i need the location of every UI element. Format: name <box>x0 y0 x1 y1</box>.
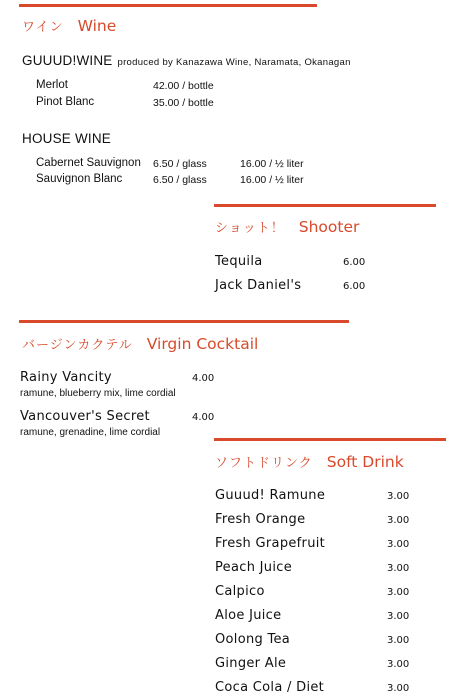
wine-top-rule <box>19 4 317 7</box>
soft-item-name: Ginger Ale <box>215 656 287 671</box>
soft-item-price: 3.00 <box>387 491 410 502</box>
virgin-item-desc: ramune, blueberry mix, lime cordial <box>20 388 176 399</box>
shooter-heading-en: Shooter <box>298 218 360 236</box>
wine-item-price: 35.00 / bottle <box>153 97 214 109</box>
soft-item-price: 3.00 <box>387 563 410 574</box>
house-wine-item-liter: 16.00 / ½ liter <box>240 158 304 170</box>
shooter-item-name: Tequila <box>215 254 263 269</box>
soft-item-name: Calpico <box>215 584 265 599</box>
house-wine-item-liter: 16.00 / ½ liter <box>240 174 304 186</box>
virgin-heading <box>22 334 258 353</box>
virgin-item-desc: ramune, grenadine, lime cordial <box>20 427 161 438</box>
virgin-item-price: 4.00 <box>192 373 215 384</box>
shooter-item-price: 6.00 <box>343 257 366 268</box>
soft-item-name: Peach Juice <box>215 560 292 575</box>
virgin-item-name: Vancouver's Secret <box>20 409 150 424</box>
house-wine-item-glass: 6.50 / glass <box>153 174 207 186</box>
wine-item-price: 42.00 / bottle <box>153 80 214 92</box>
soft-item-price: 3.00 <box>387 539 410 550</box>
soft-item-price: 3.00 <box>387 659 410 670</box>
house-wine-item-name: Sauvignon Blanc <box>36 173 123 185</box>
guuud-wine-producer: produced by Kanazawa Wine, Naramata, Okanagan <box>117 57 351 68</box>
shooter-item-price: 6.00 <box>343 281 366 292</box>
soft-top-rule <box>214 438 446 441</box>
guuud-wine-name: GUUUD!WINE <box>22 53 113 68</box>
house-wine-item-name: Cabernet Sauvignon <box>36 157 141 169</box>
soft-item-price: 3.00 <box>387 515 410 526</box>
shooter-heading-jp: ショット！ <box>215 221 285 236</box>
shooter-heading <box>215 217 359 236</box>
soft-item-name: Aloe Juice <box>215 608 282 623</box>
soft-heading-en: Soft Drink <box>326 453 404 471</box>
shooter-top-rule <box>214 204 436 207</box>
virgin-top-rule <box>19 320 349 323</box>
soft-item-price: 3.00 <box>387 611 410 622</box>
house-wine-item-glass: 6.50 / glass <box>153 158 207 170</box>
soft-item-name: Fresh Grapefruit <box>215 536 326 551</box>
soft-heading <box>215 452 404 471</box>
wine-heading-jp: ワイン <box>22 20 64 35</box>
wine-item-name: Pinot Blanc <box>36 96 95 108</box>
virgin-item-name: Rainy Vancity <box>20 370 112 385</box>
virgin-heading-en: Virgin Cocktail <box>146 335 259 353</box>
shooter-item-name: Jack Daniel's <box>215 278 302 293</box>
soft-item-name: Fresh Orange <box>215 512 306 527</box>
wine-heading <box>22 16 116 35</box>
soft-item-price: 3.00 <box>387 635 410 646</box>
soft-item-price: 3.00 <box>387 587 410 598</box>
soft-item-name: Oolong Tea <box>215 632 291 647</box>
virgin-heading-jp: バージンカクテル <box>22 338 133 353</box>
guuud-wine-title <box>22 53 351 68</box>
soft-item-price: 3.00 <box>387 683 410 694</box>
soft-item-name: Coca Cola / Diet <box>215 680 325 695</box>
soft-item-name: Guuud! Ramune <box>215 488 326 503</box>
wine-heading-en: Wine <box>77 17 117 35</box>
soft-heading-jp: ソフトドリンク <box>215 456 313 471</box>
virgin-item-price: 4.00 <box>192 412 215 423</box>
house-wine-title: HOUSE WINE <box>22 131 112 146</box>
wine-item-name: Merlot <box>36 79 68 91</box>
